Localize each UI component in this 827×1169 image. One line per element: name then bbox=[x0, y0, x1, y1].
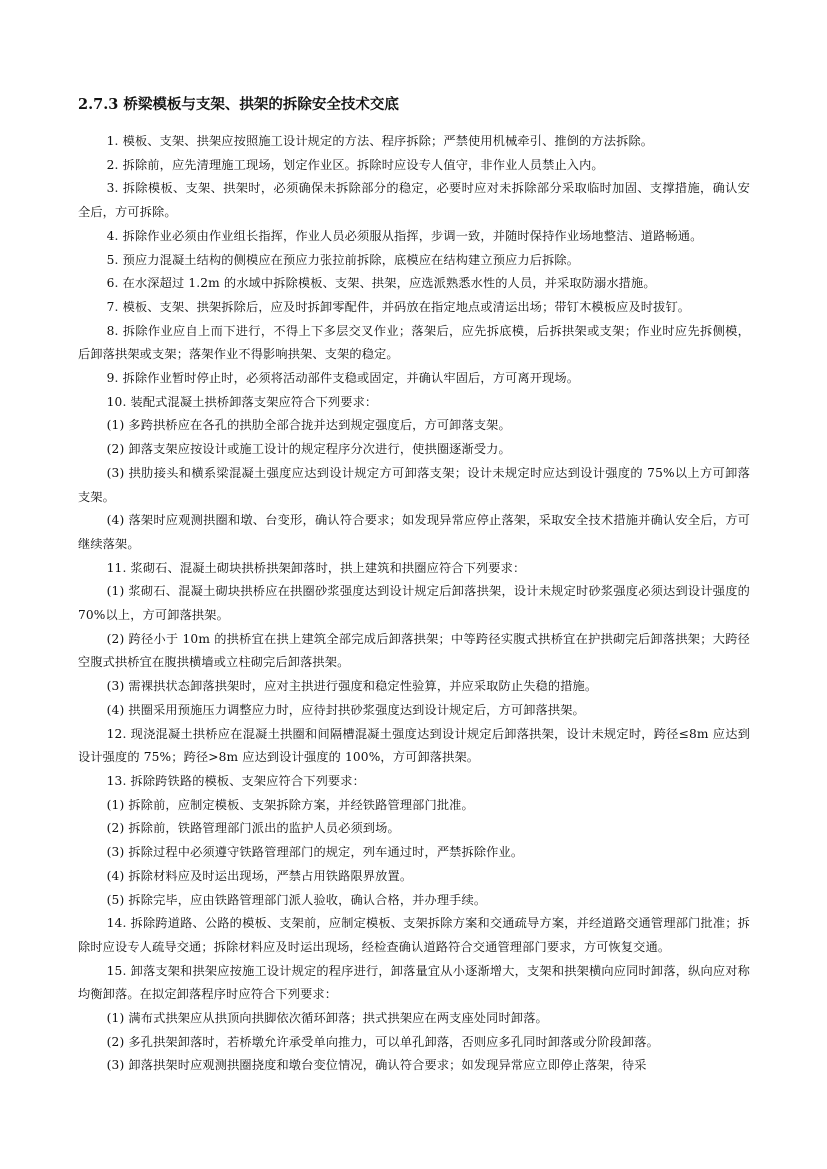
paragraph: (2) 多孔拱架卸落时，若桥墩允许承受单向推力，可以单孔卸落，否则应多孔同时卸落或分阶段卸落。 bbox=[106, 1034, 659, 1049]
paragraph: (3) 拱肋接头和横系梁混凝土强度应达到设计规定方可卸落支架；设计未规定时应达到设计强度的 75%以上方可卸落支架。 bbox=[78, 465, 750, 504]
paragraph: 13. 拆除跨铁路的模板、支架应符合下列要求： bbox=[106, 773, 365, 788]
paragraph: 2. 拆除前，应先清理施工现场，划定作业区。拆除时应设专人值守，非作业人员禁止入内。 bbox=[106, 157, 604, 172]
paragraph: (2) 卸落支架应按设计或施工设计的规定程序分次进行，使拱圈逐渐受力。 bbox=[106, 442, 511, 457]
paragraph: 12. 现浇混凝土拱桥应在混凝土拱圈和间隔槽混凝土强度达到设计规定后卸落拱架，设计未规定时，跨径≤8m 应达到设计强度的 75%；跨径>8m 应达到设计强度的 100%，方可卸落拱架。 bbox=[78, 726, 750, 765]
paragraph: (5) 拆除完毕，应由铁路管理部门派人验收，确认合格，并办理手续。 bbox=[106, 892, 487, 907]
document-body bbox=[78, 130, 750, 1078]
paragraph: 8. 拆除作业应自上而下进行，不得上下多层交叉作业；落架后，应先拆底模，后拆拱架或支架；作业时应先拆侧模，后卸落拱架或支架；落架作业不得影响拱架、支架的稳定。 bbox=[78, 323, 750, 362]
paragraph: (2) 拆除前，铁路管理部门派出的监护人员必须到场。 bbox=[106, 821, 400, 836]
paragraph: 4. 拆除作业必须由作业组长指挥，作业人员必须服从指挥，步调一致，并随时保持作业场地整洁、道路畅通。 bbox=[106, 228, 703, 243]
paragraph: 9. 拆除作业暂时停止时，必须将活动部件支稳或固定，并确认牢固后，方可离开现场。 bbox=[106, 371, 580, 386]
paragraph: (3) 拆除过程中必须遵守铁路管理部门的规定，列车通过时，严禁拆除作业。 bbox=[106, 845, 524, 860]
paragraph: 15. 卸落支架和拱架应按施工设计规定的程序进行，卸落量宜从小逐渐增大，支架和拱架横向应同时卸落，纵向应对称均衡卸落。在拟定卸落程序时应符合下列要求： bbox=[78, 963, 750, 1002]
paragraph: 6. 在水深超过 1.2m 的水域中拆除模板、支架、拱架，应选派熟悉水性的人员，并采取防溺水措施。 bbox=[106, 276, 656, 291]
paragraph: 5. 预应力混凝土结构的侧模应在预应力张拉前拆除，底模应在结构建立预应力后拆除。 bbox=[106, 252, 580, 267]
paragraph: 11. 浆砌石、混凝土砌块拱桥拱架卸落时，拱上建筑和拱圈应符合下列要求： bbox=[106, 560, 526, 575]
paragraph: (1) 满布式拱架应从拱顶向拱脚依次循环卸落；拱式拱架应在两支座处同时卸落。 bbox=[106, 1011, 548, 1026]
paragraph: (4) 拆除材料应及时运出现场，严禁占用铁路限界放置。 bbox=[106, 868, 413, 883]
paragraph: (1) 多跨拱桥应在各孔的拱肋全部合拢并达到规定强度后，方可卸落支架。 bbox=[106, 418, 511, 433]
paragraph: (4) 落架时应观测拱圈和墩、台变形，确认符合要求；如发现异常应停止落架，采取安全技术措施并确认安全后，方可继续落架。 bbox=[78, 513, 750, 551]
section-heading: 2.7.3 桥梁模板与支架、拱架的拆除安全技术交底 bbox=[78, 96, 399, 113]
paragraph: (3) 卸落拱架时应观测拱圈挠度和墩台变位情况，确认符合要求；如发现异常应立即停止落架，待采 bbox=[106, 1058, 647, 1073]
paragraph: (2) 跨径小于 10m 的拱桥宜在拱上建筑全部完成后卸落拱架；中等跨径实腹式拱桥宜在护拱砌完后卸落拱架；大跨径空腹式拱桥宜在腹拱横墙或立柱砌完后卸落拱架。 bbox=[78, 631, 750, 670]
paragraph: 1. 模板、支架、拱架应按照施工设计规定的方法、程序拆除；严禁使用机械牵引、推倒的方法拆除。 bbox=[106, 134, 654, 148]
paragraph: (1) 拆除前，应制定模板、支架拆除方案，并经铁路管理部门批准。 bbox=[106, 797, 474, 812]
paragraph: 7. 模板、支架、拱架拆除后，应及时拆卸零配件，并码放在指定地点或清运出场；带钉木模板应及时拔钉。 bbox=[106, 299, 691, 314]
paragraph: (1) 浆砌石、混凝土砌块拱桥应在拱圈砂浆强度达到设计规定后卸落拱架，设计未规定时砂浆强度必须达到设计强度的 70%以上，方可卸落拱架。 bbox=[78, 584, 750, 623]
paragraph: (3) 需裸拱状态卸落拱架时，应对主拱进行强度和稳定性验算，并应采取防止失稳的措施。 bbox=[106, 679, 598, 694]
paragraph: 3. 拆除模板、支架、拱架时，必须确保未拆除部分的稳定，必要时应对未拆除部分采取临时加固、支撑措施，确认安全后，方可拆除。 bbox=[78, 181, 750, 220]
paragraph: 14. 拆除跨道路、公路的模板、支架前，应制定模板、支架拆除方案和交通疏导方案，并经道路交通管理部门批准；拆除时应设专人疏导交通；拆除材料应及时运出现场，经检查确认道路符合交通管理部门要求，方可恢复交通。 bbox=[78, 916, 750, 954]
paragraph: (4) 拱圈采用预施压力调整应力时，应待封拱砂浆强度达到设计规定后，方可卸落拱架。 bbox=[106, 702, 585, 717]
paragraph: 10. 装配式混凝土拱桥卸落支架应符合下列要求： bbox=[106, 394, 378, 409]
